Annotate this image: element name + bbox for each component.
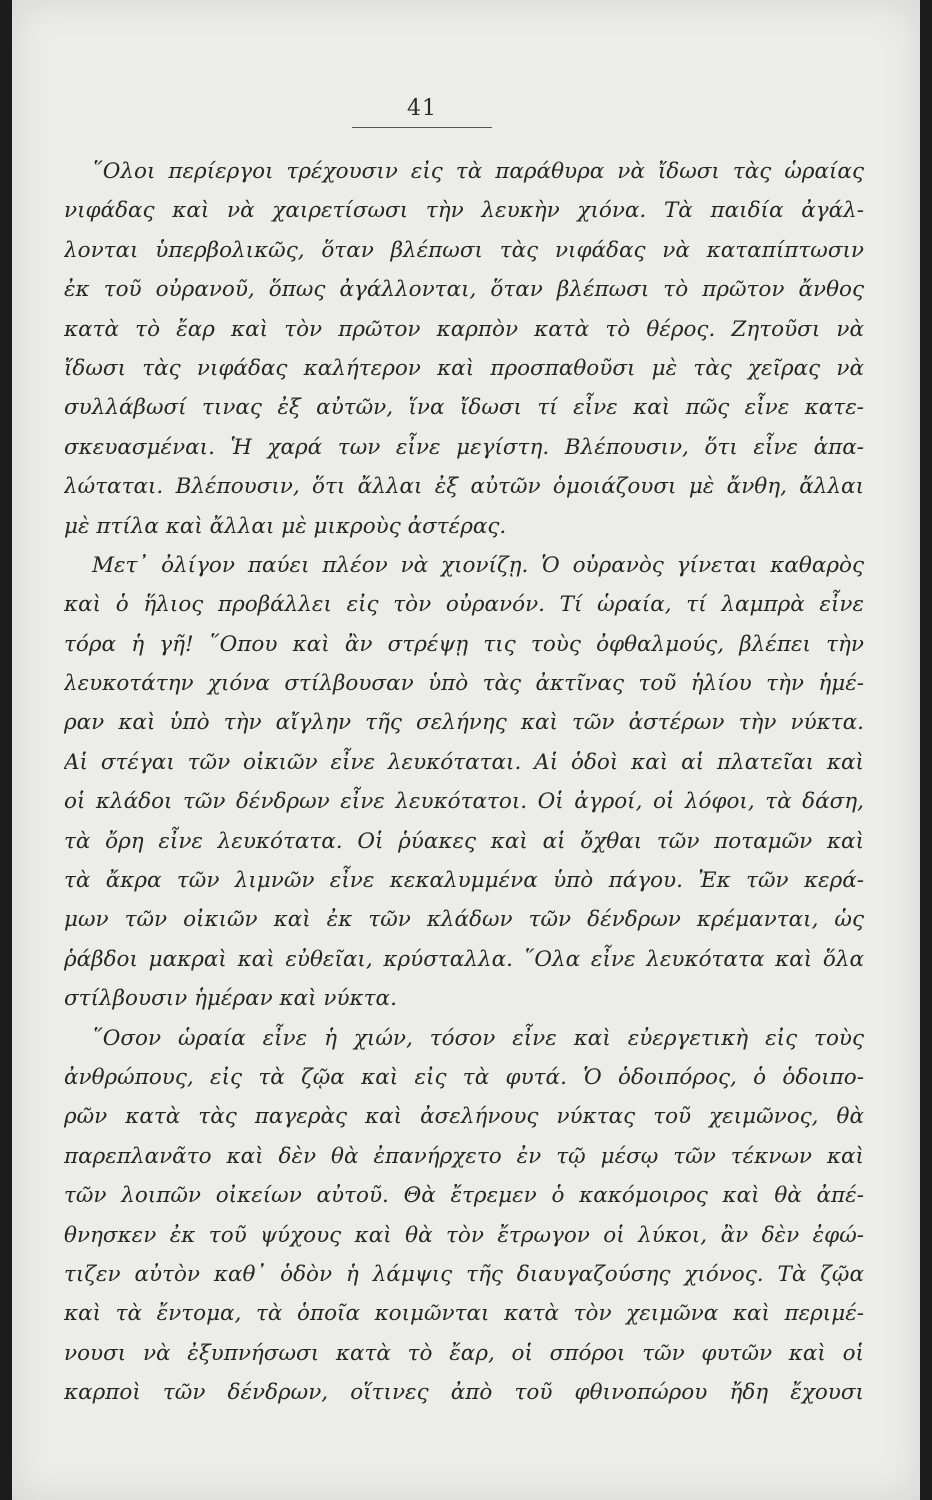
text-line: λονται ὑπερβολικῶς, ὅταν βλέπωσι τὰς νιφάδας νὰ καταπίπτωσιν [64,237,864,263]
text-line: λώταται. Βλέπουσιν, ὅτι ἄλλαι ἐξ αὐτῶν ὁμοιάζουσι μὲ ἄνθη, ἄλλαι [64,474,864,500]
text-line: οἱ κλάδοι τῶν δένδρων εἶνε λευκότατοι. Οἱ ἀγροί, οἱ λόφοι, τὰ δάση, [64,789,864,815]
text-line: καὶ τὰ ἔντομα, τὰ ὁποῖα κοιμῶνται κατὰ τὸν χειμῶνα καὶ περιμέ- [64,1301,864,1327]
text-line: ῥάβδοι μακραὶ καὶ εὐθεῖαι, κρύσταλλα. ῞Ολα εἶνε λευκότατα καὶ ὅλα [64,946,864,972]
text-line: νιφάδας καὶ νὰ χαιρετίσωσι τὴν λευκὴν χιόνα. Τὰ παιδία ἀγάλ- [64,198,864,224]
text-line: ραν καὶ ὑπὸ τὴν αἴγλην τῆς σελήνης καὶ τῶν ἀστέρων τὴν νύκτα. [64,710,864,736]
text-line: στίλβουσιν ἡμέραν καὶ νύκτα. [64,986,397,1012]
text-line: καὶ ὁ ἥλιος προβάλλει εἰς τὸν οὐρανόν. Τί ὡραία, τί λαμπρὰ εἶνε [64,592,864,618]
text-line: ῞Ολοι περίεργοι τρέχουσιν εἰς τὰ παράθυρα νὰ ἴδωσι τὰς ὡραίας [92,159,864,184]
text-line: τόρα ἡ γῆ! ῞Οπου καὶ ἂν στρέψῃ τις τοὺς ὀφθαλμούς, βλέπει τὴν [64,631,864,657]
text-line: καρποὶ τῶν δένδρων, οἵτινες ἀπὸ τοῦ φθινοπώρου ἤδη ἔχουσι [64,1380,864,1406]
text-line: ρῶν κατὰ τὰς παγερὰς καὶ ἀσελήνους νύκτας τοῦ χειμῶνος, θὰ [64,1104,864,1130]
text-line: παρεπλανᾶτο καὶ δὲν θὰ ἐπανήρχετο ἐν τῷ μέσῳ τῶν τέκνων καὶ [64,1143,864,1169]
text-line: σκευασμέναι. Ἡ χαρά των εἶνε μεγίστη. Βλέπουσιν, ὅτι εἶνε ἁπα- [64,434,864,460]
text-line: μων τῶν οἰκιῶν καὶ ἐκ τῶν κλάδων τῶν δένδρων κρέμανται, ὡς [64,907,864,933]
text-line: τιζεν αὐτὸν καθ᾽ ὁδὸν ἡ λάμψις τῆς διαυγαζούσης χιόνος. Τὰ ζῷα [64,1261,864,1287]
text-line: Μετ᾽ ὀλίγον παύει πλέον νὰ χιονίζῃ. Ὁ οὐρανὸς γίνεται καθαρὸς [92,552,864,578]
text-line: λευκοτάτην χιόνα στίλβουσαν ὑπὸ τὰς ἀκτῖνας τοῦ ἡλίου τὴν ἡμέ- [64,671,864,697]
body-text [64,152,864,1413]
text-line: τὰ ἄκρα τῶν λιμνῶν εἶνε κεκαλυμμένα ὑπὸ πάγου. Ἐκ τῶν κερά- [64,868,864,894]
text-line: Αἱ στέγαι τῶν οἰκιῶν εἶνε λευκόταται. Αἱ ὁδοὶ καὶ αἱ πλατεῖαι καὶ [64,749,864,775]
page-number-rule [352,127,492,128]
text-line: συλλάβωσί τινας ἐξ αὐτῶν, ἵνα ἴδωσι τί εἶνε καὶ πῶς εἶνε κατε- [64,395,864,421]
text-line: νουσι νὰ ἐξυπνήσωσι κατὰ τὸ ἔαρ, οἱ σπόροι τῶν φυτῶν καὶ οἱ [64,1340,864,1366]
book-page [12,0,920,1500]
text-line: ῞Οσον ὡραία εἶνε ἡ χιών, τόσον εἶνε καὶ εὐεργετικὴ εἰς τοὺς [92,1025,864,1051]
text-line: ἴδωσι τὰς νιφάδας καλήτερον καὶ προσπαθοῦσι μὲ τὰς χεῖρας νὰ [64,355,864,381]
text-line: ἐκ τοῦ οὐρανοῦ, ὅπως ἀγάλλονται, ὅταν βλέπωσι τὸ πρῶτον ἄνθος [64,277,864,303]
text-line: θνησκεν ἐκ τοῦ ψύχους καὶ θὰ τὸν ἔτρωγον οἱ λύκοι, ἂν δὲν ἐφώ- [64,1222,864,1248]
text-line: κατὰ τὸ ἔαρ καὶ τὸν πρῶτον καρπὸν κατὰ τὸ θέρος. Ζητοῦσι νὰ [64,316,864,342]
text-line: ἀνθρώπους, εἰς τὰ ζῷα καὶ εἰς τὰ φυτά. Ὁ ὁδοιπόρος, ὁ ὁδοιπο- [64,1064,864,1090]
text-line: μὲ πτίλα καὶ ἄλλαι μὲ μικροὺς ἀστέρας. [64,513,507,539]
text-line: τὰ ὄρη εἶνε λευκότατα. Οἱ ῥύακες καὶ αἱ ὄχθαι τῶν ποταμῶν καὶ [64,828,864,854]
page-number: 41 [407,96,437,121]
text-line: τῶν λοιπῶν οἰκείων αὐτοῦ. Θὰ ἔτρεμεν ὁ κακόμοιρος καὶ θὰ ἀπέ- [64,1183,864,1209]
